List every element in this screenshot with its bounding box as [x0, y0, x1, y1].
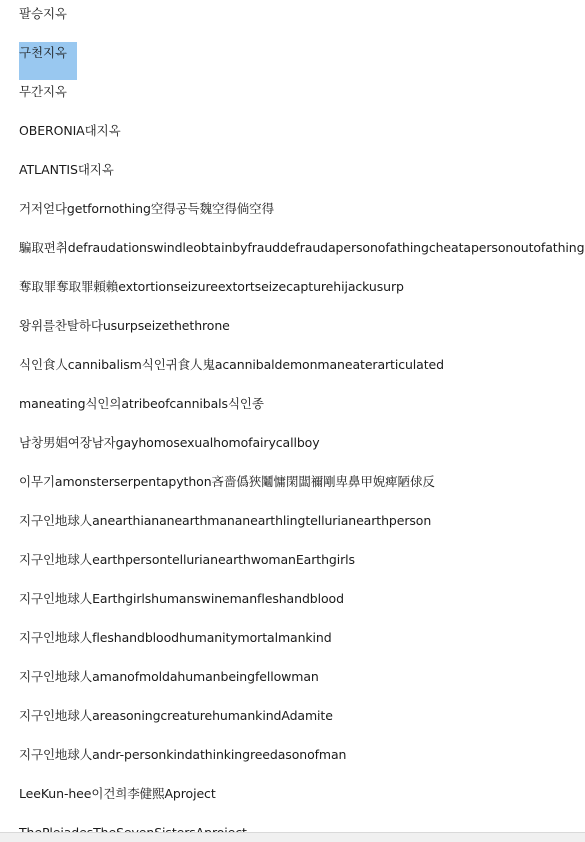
- text-line[interactable]: 騙取편취defraudationswindleobtainbyfrauddefraudapersonofathingcheatapersonoutofathing: [19, 240, 585, 255]
- text-line[interactable]: 거저얻다getfornothing空得공득魏空得倘空得: [19, 201, 274, 216]
- text-line[interactable]: LeeKun-hee이건희李健熙Aproject: [19, 786, 216, 801]
- text-line[interactable]: 왕위를찬탈하다usurpseizethethrone: [19, 318, 230, 333]
- text-line[interactable]: 奪取罪奪取罪頼賴extortionseizureextortseizecapturehijackusurp: [19, 279, 404, 294]
- text-line[interactable]: 지구인地球人amanofmoldahumanbeingfellowman: [19, 669, 319, 684]
- text-line[interactable]: 지구인地球人fleshandbloodhumanitymortalmankind: [19, 630, 332, 645]
- text-line[interactable]: 지구인地球人areasoningcreaturehumankindAdamite: [19, 708, 333, 723]
- text-line[interactable]: 남창男娼여장남자gayhomosexualhomofairycallboy: [19, 435, 320, 450]
- text-line[interactable]: ATLANTIS대지옥: [19, 162, 114, 177]
- horizontal-scrollbar[interactable]: [0, 832, 585, 842]
- text-line-selected[interactable]: 구천지옥: [19, 45, 67, 60]
- text-line[interactable]: 지구인地球人andr-personkindathinkingreedasonofman: [19, 747, 347, 762]
- text-line[interactable]: 팔승지옥: [19, 6, 67, 21]
- text-line[interactable]: 지구인地球人Earthgirlshumanswinemanfleshandblood: [19, 591, 344, 606]
- text-line[interactable]: maneating식인의atribeofcannibals식인종: [19, 396, 264, 411]
- text-line[interactable]: 지구인地球人earthpersontellurianearthwomanEarthgirls: [19, 552, 355, 567]
- text-line[interactable]: OBERONIA대지옥: [19, 123, 121, 138]
- text-line[interactable]: 무간지옥: [19, 84, 67, 99]
- text-line[interactable]: 식인食人cannibalism식인귀食人鬼acannibaldemonmaneaterarticulated: [19, 357, 444, 372]
- text-line[interactable]: 이무기amonsterserpentapython吝嗇僞狹鬮慵閑闆禰剛卑鼻甲婗痺陋俅反: [19, 474, 435, 489]
- text-line[interactable]: 지구인地球人anearthiananearthmananearthlingtellurianearthperson: [19, 513, 432, 528]
